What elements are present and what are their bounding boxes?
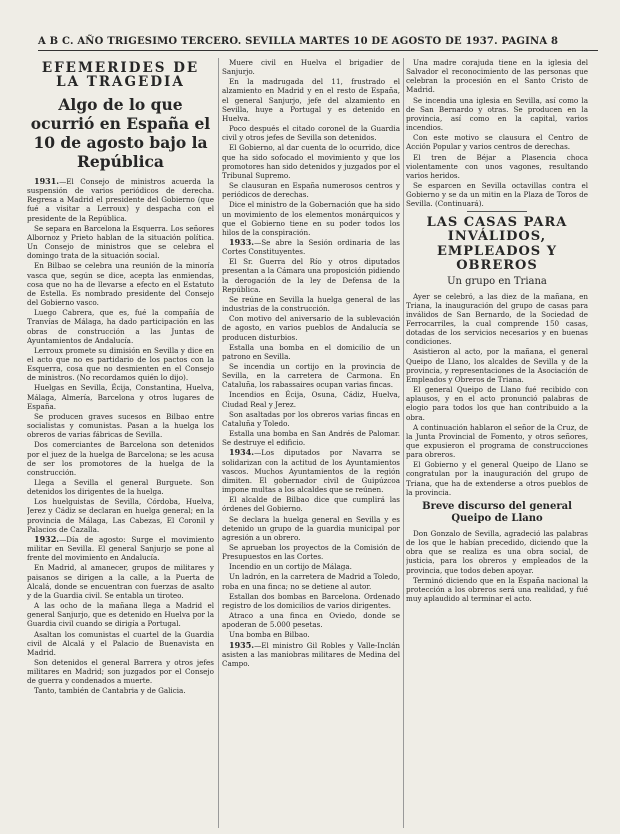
paragraph: El alcalde de Bilbao dice que cumplirá las órdenes del Gobierno. [222,495,400,514]
page-header: A B C. AÑO TRIGESIMO TERCERO. SEVILLA MARTES 10 DE AGOSTO DE 1937. PAGINA 8 [38,36,559,47]
paragraph: Se aprueban los proyectos de la Comisión de Presupuestos en las Cortes. [222,542,400,562]
paragraph: Incendios en Écija, Osuna, Cádiz, Huelva, Ciudad Real y Jerez. [222,390,400,409]
year-label: 1935. [229,639,255,650]
year-label: 1934. [229,447,255,458]
paragraph: Se producen graves sucesos en Bilbao entre socialistas y comunistas. Pasan a la huelga los obreros de varias fábricas de Sevilla. [27,411,214,440]
paragraph: Asaltan los comunistas el cuartel de la Guardia civil de Alcalá y el Palacio de Buenavista en Madrid. [27,629,214,657]
paragraph: Estalla una bomba en el domicilio de un patrono en Sevilla. [222,342,400,361]
paragraph: 1931.—El Consejo de ministros acuerda la suspensión de varios periódicos de derecha. Regresa a Madrid el presidente del Gobierno (que fué a visitar a Lerroux) y despacha con el presidente de la República. [27,176,214,223]
paragraph: El Gobierno, al dar cuenta de lo ocurrido, dice que ha sido sofocado el movimiento y que los promotores han sido detenidos y juzgados por el Tribunal Supremo. [222,143,400,180]
paragraph: Se esparcen en Sevilla octavillas contra el Gobierno y se da un mitin en la Plaza de Toros de Sevilla. (Continuará). [406,181,588,209]
section-title: EFEMERIDES DE [41,60,200,76]
paragraph: A continuación hablaron el señor de la Cruz, de la Junta Provincial de Fomento, y otros señores, que expusieron el programa de construcciones para obreros. [406,422,588,460]
paragraph: Son asaltadas por los obreros varias fincas en Cataluña y Toledo. [222,409,400,428]
paragraph: Se clausuran en España numerosos centros y periódicos de derechas. [222,181,400,200]
paragraph: En Bilbao se celebra una reunión de la minoría vasca que, según se dice, acepta las enmiendas, cosa que no ha de llevarse a efecto en el Estatuto de Estella. Es nombrado presidente del Consejo del Gobierno vasco. [27,261,214,308]
paragraph: Ayer se celebró, a las diez de la mañana, en Triana, la inauguración del grupo de casas para inválidos de San Bernardo, de la Sociedad de Ferrocarriles, la cual comprende 150 casas, dotadas de los servicios necesarios y en buenas condiciones. [406,291,588,347]
paragraph: Son detenidos el general Barrera y otros jefes militares en Madrid; son juzgados por el Consejo de guerra y condenados a muerte. [27,657,214,686]
article-subtitle: Un grupo en Triana [447,275,547,287]
paragraph: Se incendia una iglesia en Sevilla, así como la de San Bernardo y otras. Se producen en la provincia, así como en la capital, varios incendios. [406,95,588,133]
paragraph: El general Queipo de Llano fué recibido con aplausos, y en el acto pronunció palabras de elogio para todos los que han contribuido a la obra. [406,385,588,422]
paragraph: Estallan dos bombas en Barcelona. Ordenado registro de los domicilios de varios dirigentes. [222,591,400,610]
paragraph: 1933.—Se abre la Sesión ordinaria de las Cortes Constituyentes. [222,236,400,257]
paragraph: Llega a Sevilla el general Burguete. Son detenidos los dirigentes de la huelga. [27,478,214,497]
paragraph: Dice el ministro de la Gobernación que ha sido un movimiento de los elementos monárquicos y que el Gobierno tiene en su poder todos los hilos de la conspiración. [222,200,400,237]
paragraph: En la madrugada del 11, frustrado el alzamiento en Madrid y en el resto de España, el general Sanjurjo, jefe del alzamiento en Sevilla, huye a Portugal y es detenido en Huelva. [222,77,400,123]
header-rule [38,50,598,51]
column-2 [222,58,400,828]
paragraph: Asistieron al acto, por la mañana, el general Queipo de Llano, los alcaldes de Sevilla y de la provincia, y representaciones de la Asociación de Empleados y Obreros de Triana. [406,347,588,384]
paragraph: Una bomba en Bilbao. [229,630,310,640]
paragraph: Se reúne en Sevilla la huelga general de las industrias de la construcción. [222,294,400,314]
article-title: LAS CASAS PARA INVÁLIDOS, EMPLEADOS Y OBREROS [426,214,568,273]
paragraph: Poco después el citado coronel de la Guardia civil y otros jefes de Sevilla son detenidos. [222,124,400,143]
paragraph: Se declara la huelga general en Sevilla y es detenido un grupo de la guardia municipal por agresión a un obrero. [222,514,400,542]
paragraph: Una madre corajuda tiene en la iglesia del Salvador el reconocimiento de las personas que celebran la procesión en el Santo Cristo de Madrid. [406,58,588,95]
column-divider [403,58,404,828]
paragraph: 1935.—El ministro Gil Robles y Valle-Inclán asisten a las maniobras militares de Medina del Campo. [222,639,400,668]
paragraph: 1934.—Los diputados por Navarra se solidarizan con la actitud de los Ayuntamientos vascos. Muchos Ayuntamientos de la región dimiten. El gobernador civil de Guipúzcoa impone multas a los alcaldes que se reúnen. [222,447,400,495]
paragraph: 1932.—Día de agosto: Surge el movimiento militar en Sevilla. El general Sanjurjo se pone al frente del movimiento en Andalucía. [27,533,214,563]
paragraph: Lerroux promete su dimisión en Sevilla y dice en el acto que no es partidario de los pactos con la Esquerra, cosa que no desmienten en el Consejo de ministros. (No recordamos quién lo dijo). [27,345,214,383]
paragraph: Se incendia un cortijo en la provincia de Sevilla, en la carretera de Carmona. En Cataluña, los rabassaires ocupan varias fincas. [222,362,400,390]
article-title: Breve discurso del general Queipo de Llano [422,500,572,524]
separator [467,211,527,212]
paragraph: Muere civil en Huelva el brigadier de Sanjurjo. [222,58,400,77]
paragraph: Incendio en un cortijo de Málaga. [229,562,352,572]
paragraph: El Gobierno y el general Queipo de Llano se congratulan por la inauguración del grupo de Triana, que ha de extenderse a otros pueblos de la provincia. [406,460,588,497]
paragraph: Estalla una bomba en San Andrés de Palomar. Se destruye el edificio. [222,429,400,448]
paragraph: El Sr. Guerra del Río y otros diputados presentan a la Cámara una proposición pidiendo la derogación de la ley de Defensa de la República. [222,257,400,294]
paragraph: Con este motivo se clausura el Centro de Acción Popular y varios centros de derechas. [406,133,588,152]
column-divider [218,58,219,828]
paragraph: Dos comerciantes de Barcelona son detenidos por el juez de la huelga de Barcelona; se les acusa de ser los promotores de la huelga de la construcción. [27,440,214,477]
paragraph: Se separa en Barcelona la Esquerra. Los señores Albornoz y Prieto hablan de la situación política. Un Consejo de ministros que se celebra el domingo trata de la situación social. [27,223,214,261]
column-1 [27,58,214,828]
section-title: LA TRAGEDIA [56,74,185,90]
paragraph: En Madrid, al amanecer, grupos de militares y paisanos se dirigen a la calle, a la Puerta de Alcalá, donde se encuentran con fuerzas de asalto y de la Guardia civil. Se entabla un tiroteo. [27,563,214,600]
paragraph: Don Gonzalo de Sevilla, agradeció las palabras de los que le habían precedido, diciendo que la obra que se realiza es una obra social, de justicia, para los obreros y empleados de la provincia, que todos deben apoyar. [406,528,588,575]
paragraph: Huelgas en Sevilla, Écija, Constantina, Huelva, Málaga, Almería, Barcelona y otros lugares de España. [27,383,214,411]
paragraph: Los huelguistas de Sevilla, Córdoba, Huelva, Jerez y Cádiz se declaran en huelga general; en la provincia de Málaga, Las Cabezas, El Coronil y Palacios de Cazalla. [27,497,214,534]
headline: Algo de lo que ocurrió en España el 10 de agosto bajo la República [30,95,211,171]
column-3 [406,58,588,828]
paragraph: Con motivo del aniversario de la sublevación de agosto, en varios pueblos de Andalucía se producen disturbios. [222,314,400,342]
paragraph: Atraco a una finca en Oviedo, donde se apoderan de 5.000 pesetas. [222,611,400,630]
paragraph: Terminó diciendo que en la España nacional la protección a los obreros será una realidad, y fué muy aplaudido al terminar el acto. [406,575,588,604]
year-label: 1933. [229,236,255,247]
paragraph: A las ocho de la mañana llega a Madrid el general Sanjurjo, que es detenido en Huelva por la Guardia civil cuando se dirigía a Portugal. [27,601,214,629]
paragraph: Luego Cabrera, que es, fué la compañía de Tranvías de Málaga, ha dado participación en las obras de construcción a las Juntas de Ayuntamientos de Andalucía. [27,308,214,345]
paragraph: Tanto, también de Cantabria y de Galicia. [34,686,186,696]
paragraph: Un ladrón, en la carretera de Madrid a Toledo, roba en una finca; no se detiene al autor. [222,572,400,591]
year-label: 1932. [34,533,60,544]
year-label: 1931. [34,176,60,186]
paragraph: El tren de Béjar a Plasencia choca violentamente con unos vagones, resultando varios heridos. [406,152,588,180]
